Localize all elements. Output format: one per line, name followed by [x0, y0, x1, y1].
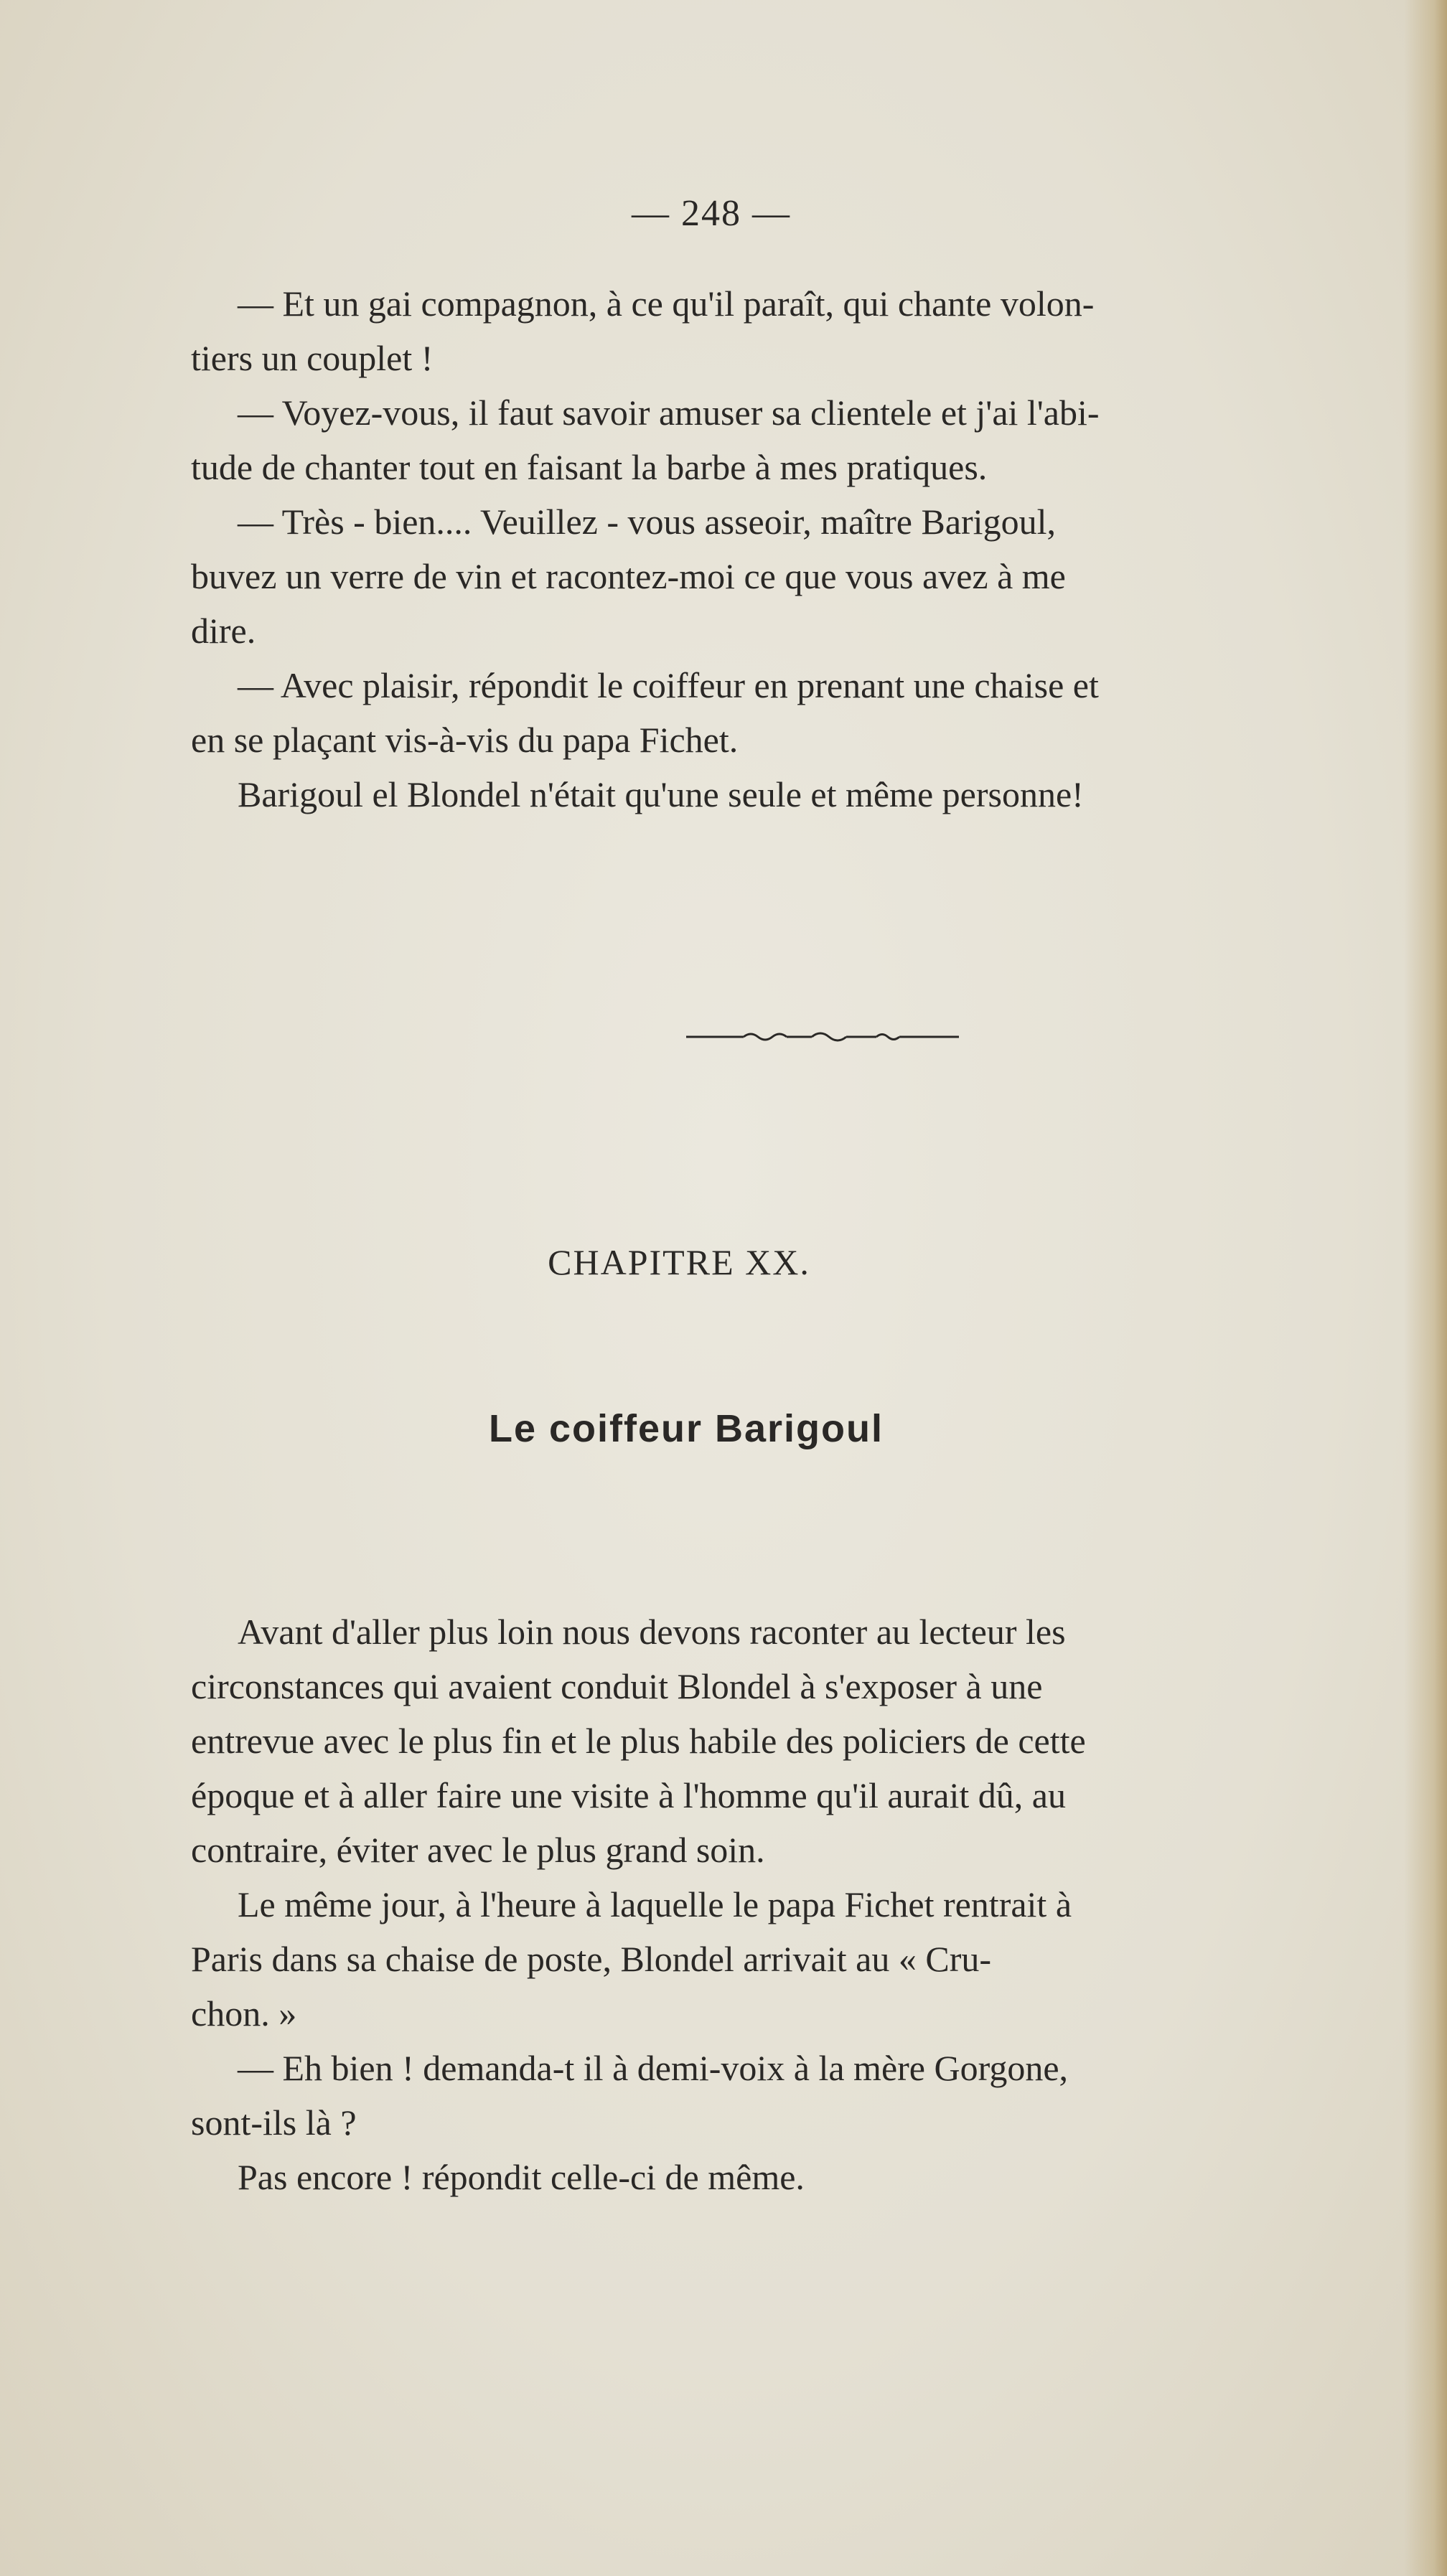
text-line: entrevue avec le plus fin et le plus habile des policiers de cette — [191, 1721, 1086, 1761]
chapter-title: Le coiffeur Barigoul — [488, 1407, 884, 1450]
text-line: buvez un verre de vin et racontez-moi ce que vous avez à me — [191, 556, 1066, 596]
text-line: sont-ils là ? — [191, 2102, 357, 2143]
text-line: — Eh bien ! demanda-t il à demi-voix à la mère Gorgone, — [238, 2048, 1069, 2088]
chapter-number: CHAPITRE XX. — [548, 1242, 810, 1282]
top-section — [191, 276, 1418, 822]
text-line: Le même jour, à l'heure à laquelle le papa Fichet rentrait à — [238, 1884, 1072, 1924]
text-line: dire. — [191, 611, 256, 651]
text-line: en se plaçant vis-à-vis du papa Fichet. — [191, 720, 739, 760]
section-divider-ornament — [686, 1026, 959, 1048]
text-line: — Et un gai compagnon, à ce qu'il paraît, qui chante volon- — [238, 283, 1095, 324]
text-line: Pas encore ! répondit celle-ci de même. — [238, 2157, 805, 2197]
text-line: — Avec plaisir, répondit le coiffeur en prenant une chaise et — [238, 665, 1099, 705]
text-line: — Très - bien.... Veuillez - vous asseoir, maître Barigoul, — [238, 502, 1056, 542]
text-line: — Voyez-vous, il faut savoir amuser sa clientele et j'ai l'abi- — [238, 392, 1100, 433]
text-line: Avant d'aller plus loin nous devons raconter au lecteur les — [238, 1612, 1066, 1652]
text-line: Barigoul el Blondel n'était qu'une seule et même personne! — [238, 774, 1084, 814]
text-line: tude de chanter tout en faisant la barbe à mes pratiques. — [191, 447, 988, 487]
bottom-section — [191, 1604, 1418, 2204]
text-line: tiers un couplet ! — [191, 338, 434, 378]
page-number: — 248 — — [632, 193, 791, 234]
text-line: contraire, éviter avec le plus grand soin. — [191, 1830, 765, 1870]
text-line: époque et à aller faire une visite à l'homme qu'il aurait dû, au — [191, 1775, 1066, 1815]
book-page — [191, 0, 1418, 2576]
text-line: circonstances qui avaient conduit Blondel à s'exposer à une — [191, 1666, 1043, 1706]
text-line: chon. » — [191, 1993, 297, 2034]
text-line: Paris dans sa chaise de poste, Blondel arrivait au « Cru- — [191, 1939, 991, 1979]
